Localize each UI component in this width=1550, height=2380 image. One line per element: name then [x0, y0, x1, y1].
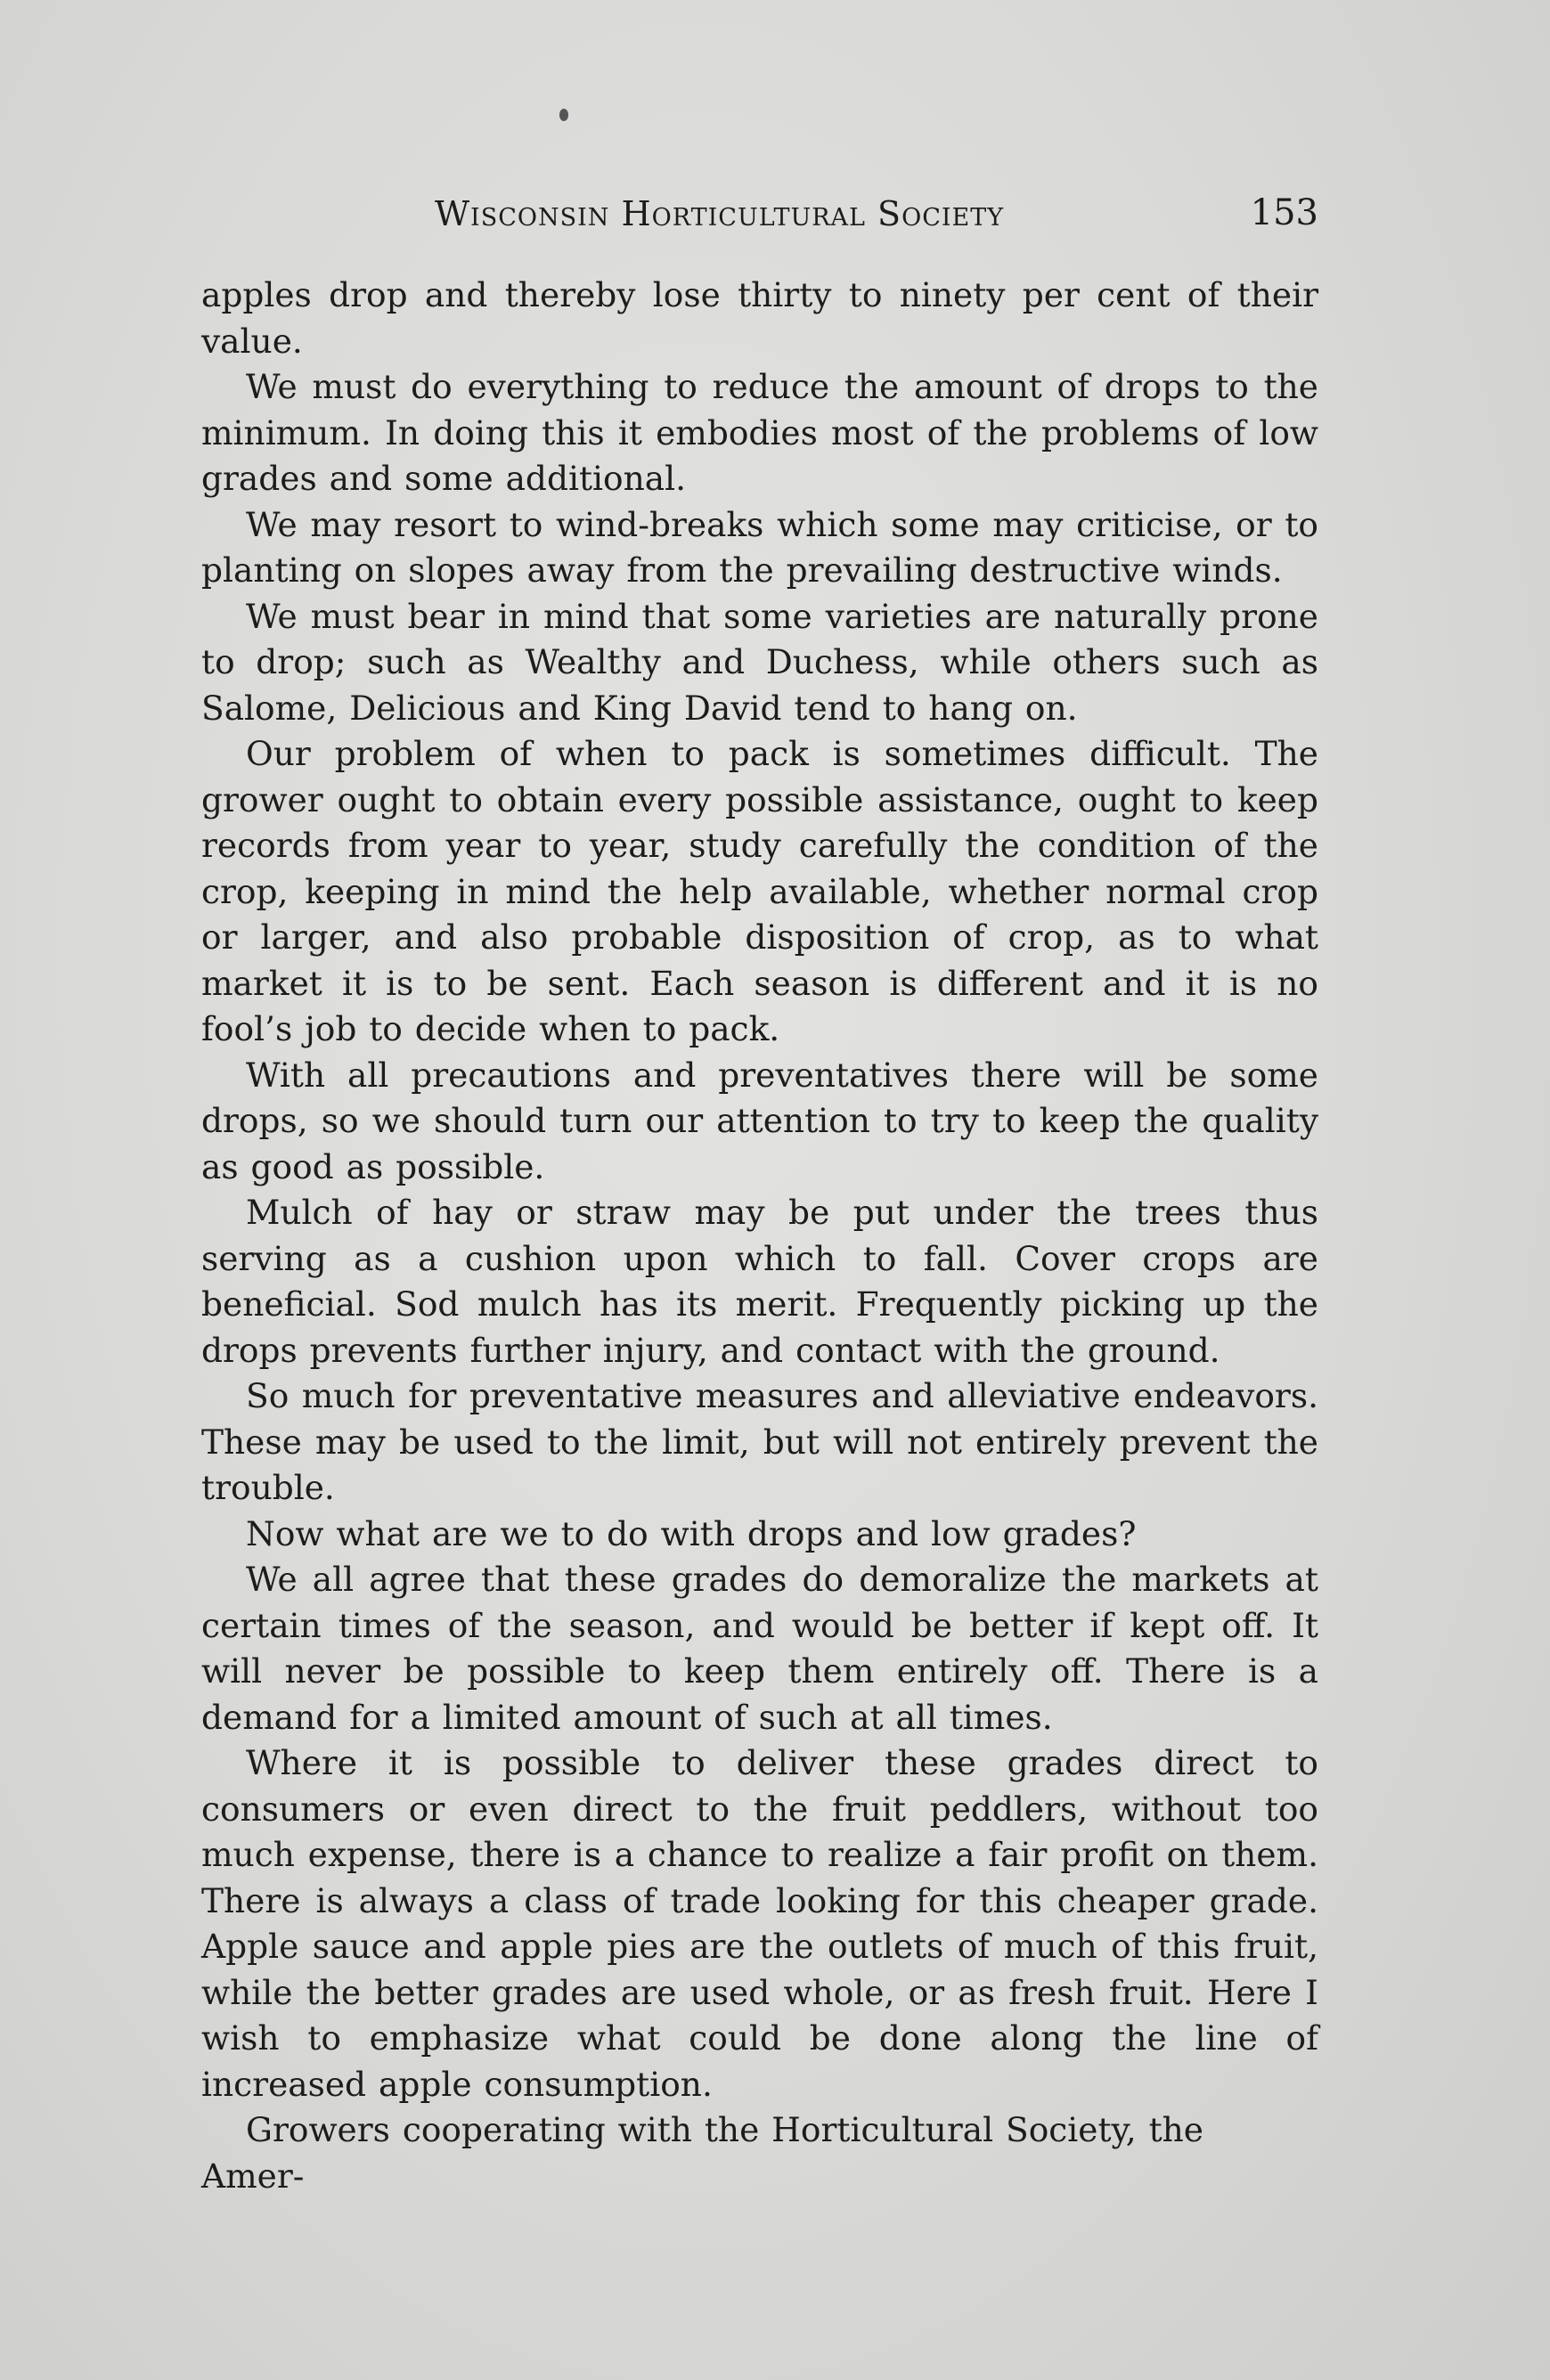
paragraph: We all agree that these grades do demoralize the markets at certain times of the season, and would be better if kept off. It will never be possible to keep them entirely off. There is a demand for a limited amount of such at all times.: [201, 1560, 1318, 1737]
paragraph: apples drop and thereby lose thirty to ninety per cent of their value.: [201, 275, 1318, 361]
paragraph: Where it is possible to deliver these grades direct to consumers or even direct to the fruit peddlers, without too much expense, there is a chance to realize a fair profit on them. There is always a class of trade looking for this cheaper grade. Apple sauce and apple pies are the outlets of much of this fruit, while the better grades are used whole, or as fresh fruit. Here I wish to emphasize what could be done along the line of increased apple consumption.: [201, 1743, 1318, 2104]
paragraph: So much for preventative measures and alleviative endeavors. These may be used to the limit, but will not entirely prevent the trouble.: [201, 1376, 1318, 1507]
running-head: Wisconsin Horticultural Society: [435, 194, 1005, 233]
paragraph: We must bear in mind that some varieties are naturally prone to drop; such as Wealthy and Duchess, while others such as Salome, Delicious and King David tend to hang on.: [201, 596, 1318, 728]
paragraph: With all precautions and preventatives there will be some drops, so we should turn our attention to try to keep the quality as good as possible.: [201, 1055, 1318, 1186]
paragraph: We must do everything to reduce the amount of drops to the minimum. In doing this it embodies most of the problems of low grades and some additional.: [201, 367, 1318, 498]
page-header: [205, 189, 1318, 242]
print-speck: [559, 109, 568, 121]
paragraph: Mulch of hay or straw may be put under the trees thus serving as a cushion upon which to fall. Cover crops are beneficial. Sod mulch has its merit. Frequently picking up the drops prevents further injury, and contact with the ground.: [201, 1193, 1318, 1370]
page-number: 153: [1250, 192, 1318, 233]
body-text: [201, 273, 1318, 2199]
paragraph: Our problem of when to pack is sometimes difficult. The grower ought to obtain every possible assistance, ought to keep records from year to year, study carefully the condition of the crop, keeping in mind the help available, whether normal crop or larger, and also probable disposition of crop, as to what market it is to be sent. Each season is different and it is no fool’s job to decide when to pack.: [201, 734, 1318, 1048]
paragraph: Now what are we to do with drops and low grades?: [246, 1513, 1137, 1553]
paragraph: Growers cooperating with the Horticultural Society, the Amer-: [201, 2110, 1204, 2196]
paragraph: We may resort to wind-breaks which some may criticise, or to planting on slopes away from the prevailing destructive winds.: [201, 504, 1318, 590]
